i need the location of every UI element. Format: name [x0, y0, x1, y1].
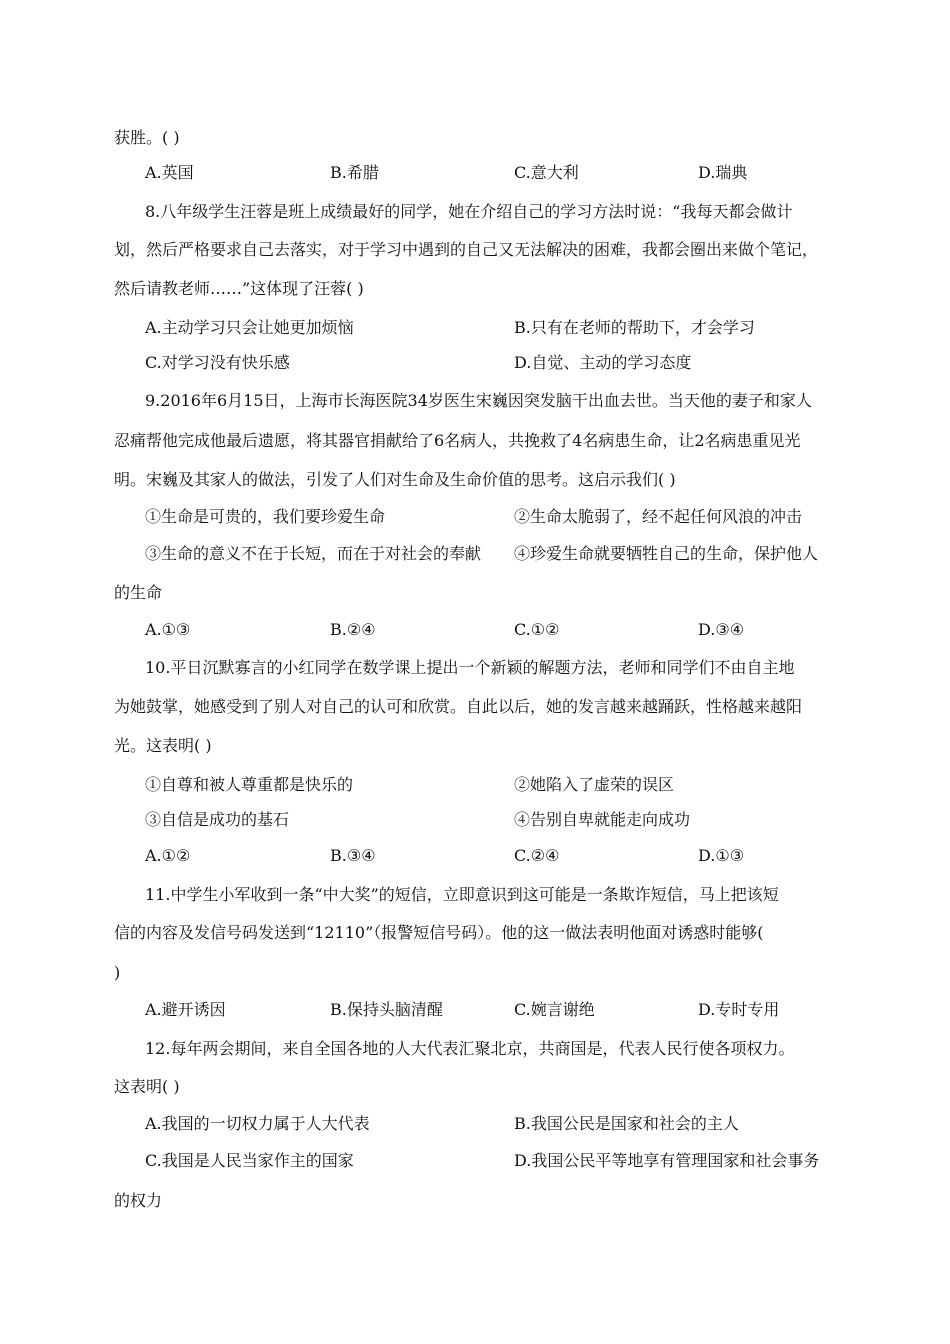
q11-stem-line-1: 11.中学生小军收到一条“中大奖”的短信，立即意识到这可能是一条欺诈短信，马上把该短	[145, 885, 779, 904]
q9-stem-line-1: 9.2016年6月15日，上海市长海医院34岁医生宋巍因突发脑干出血去世。当天他的妻子和家人	[145, 391, 812, 410]
q12-option-b: B.我国公民是国家和社会的主人	[514, 1114, 739, 1133]
q8-option-a: A.主动学习只会让她更加烦恼	[145, 318, 354, 337]
q8-stem-line-2: 划，然后严格要求自己去落实，对于学习中遇到的自己又无法解决的困难，我都会圈出来做个笔记，	[114, 240, 819, 259]
q12-stem-line-1: 12.每年两会期间，来自全国各地的人大代表汇聚北京，共商国是，代表人民行使各项权力。	[145, 1039, 795, 1058]
q8-option-b: B.只有在老师的帮助下，才会学习	[514, 318, 755, 337]
q11-option-a: A.避开诱因	[145, 1000, 226, 1019]
q11-option-b: B.保持头脑清醒	[330, 1000, 443, 1019]
q9-option-b: B.②④	[330, 620, 376, 639]
q9-statement-cont: 的生命	[114, 583, 163, 602]
q9-stem-line-2: 忍痛帮他完成他最后遗愿，将其器官捐献给了6名病人，共挽救了4名病患生命，让2名病患重见光	[114, 431, 801, 450]
q9-statement-4: ④珍爱生命就要牺牲自己的生命，保护他人	[514, 544, 819, 563]
q12-option-d: D.我国公民平等地享有管理国家和社会事务	[514, 1151, 820, 1170]
q10-stem-line-2: 为她鼓掌，她感受到了别人对自己的认可和欣赏。自此以后，她的发言越来越踊跃，性格越来越阳	[114, 697, 803, 716]
q12-option-d-cont: 的权力	[114, 1191, 163, 1210]
q8-stem-line-3: 然后请教老师……”这体现了汪蓉( )	[114, 279, 364, 298]
q12-option-a: A.我国的一切权力属于人大代表	[145, 1114, 370, 1133]
q10-statement-3: ③自信是成功的基石	[145, 810, 290, 829]
q10-option-b: B.③④	[330, 846, 376, 865]
q10-stem-line-3: 光。这表明( )	[114, 736, 212, 755]
q10-option-d: D.①③	[698, 846, 745, 865]
q10-statement-2: ②她陷入了虚荣的误区	[514, 775, 675, 794]
q11-option-d: D.专时专用	[698, 1000, 780, 1019]
q10-option-c: C.②④	[514, 846, 560, 865]
q8-stem-line-1: 8.八年级学生汪蓉是班上成绩最好的同学，她在介绍自己的学习方法时说：“我每天都会做计	[145, 202, 793, 221]
q10-option-a: A.①②	[145, 846, 191, 865]
q9-option-a: A.①③	[145, 620, 191, 639]
q9-statement-3: ③生命的意义不在于长短，而在于对社会的奉献	[145, 544, 482, 563]
q10-statement-1: ①自尊和被人尊重都是快乐的	[145, 775, 354, 794]
q8-option-d: D.自觉、主动的学习态度	[514, 353, 692, 372]
q11-stem-line-2: 信的内容及发信号码发送到“12110”（报警短信号码）。他的这一做法表明他面对诱惑时能够(	[114, 923, 764, 942]
q9-statement-2: ②生命太脆弱了，经不起任何风浪的冲击	[514, 507, 803, 526]
q7-stem-line: 获胜。( )	[114, 128, 180, 147]
q9-statement-1: ①生命是可贵的，我们要珍爱生命	[145, 507, 386, 526]
q9-option-c: C.①②	[514, 620, 560, 639]
q7-option-c: C.意大利	[514, 163, 579, 182]
q12-stem-line-2: 这表明( )	[114, 1077, 180, 1096]
q11-option-c: C.婉言谢绝	[514, 1000, 595, 1019]
q12-option-c: C.我国是人民当家作主的国家	[145, 1151, 354, 1170]
q10-stem-line-1: 10.平日沉默寡言的小红同学在数学课上提出一个新颖的解题方法，老师和同学们不由自主地	[145, 658, 795, 677]
q9-option-d: D.③④	[698, 620, 745, 639]
q7-option-d: D.瑞典	[698, 163, 748, 182]
q10-statement-4: ④告别自卑就能走向成功	[514, 810, 691, 829]
q9-stem-line-3: 明。宋巍及其家人的做法，引发了人们对生命及生命价值的思考。这启示我们( )	[114, 470, 676, 489]
q8-option-c: C.对学习没有快乐感	[145, 353, 290, 372]
q7-option-a: A.英国	[145, 163, 194, 182]
q11-stem-line-3: )	[114, 963, 121, 982]
q7-option-b: B.希腊	[330, 163, 379, 182]
